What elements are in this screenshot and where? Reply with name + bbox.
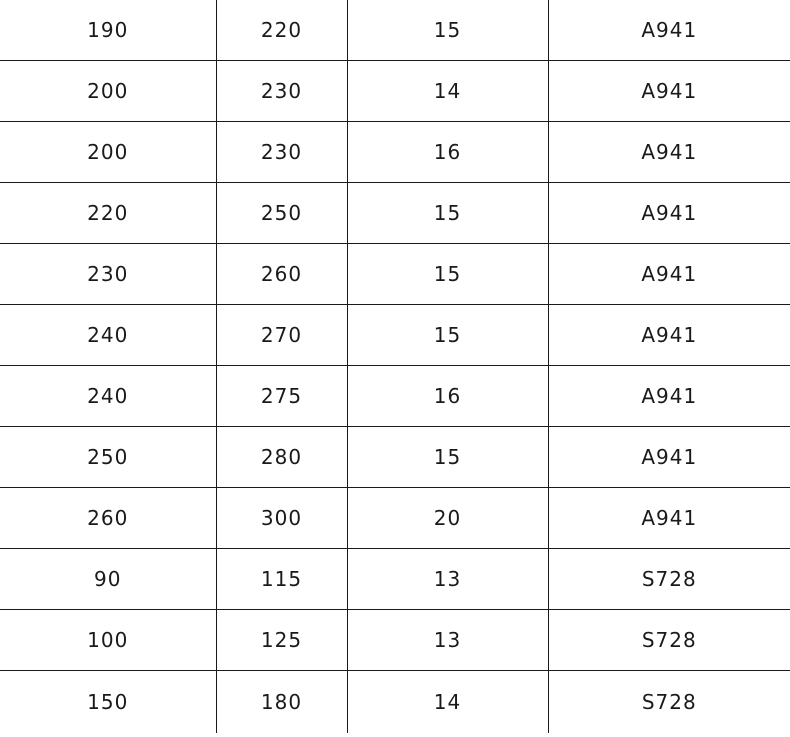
table-row <box>0 671 790 734</box>
table-cell: 200 <box>0 61 216 122</box>
table-row <box>0 244 790 305</box>
table-cell: 13 <box>347 610 548 671</box>
table-row <box>0 61 790 122</box>
table-cell: 190 <box>0 0 216 61</box>
table-cell: 15 <box>347 0 548 61</box>
table-cell: 275 <box>216 366 347 427</box>
table-cell: A941 <box>548 305 790 366</box>
table-cell: 230 <box>0 244 216 305</box>
table-row <box>0 427 790 488</box>
table-cell: 15 <box>347 183 548 244</box>
table-cell: S728 <box>641 690 697 714</box>
table-cell: 125 <box>216 610 347 671</box>
table-row <box>0 305 790 366</box>
table-cell: A941 <box>548 488 790 549</box>
table-cell: 230 <box>216 61 347 122</box>
table-row <box>0 122 790 183</box>
table-row <box>0 183 790 244</box>
table-cell: 150 <box>0 671 216 734</box>
table-cell: A941 <box>548 244 790 305</box>
table-cell: 220 <box>0 183 216 244</box>
table-cell: 16 <box>347 366 548 427</box>
table-cell: A941 <box>548 366 790 427</box>
table-cell: A941 <box>548 183 790 244</box>
table-row <box>0 366 790 427</box>
table-cell: A941 <box>548 122 790 183</box>
table-cell: S728 <box>548 610 790 671</box>
table-cell: 14 <box>347 671 548 734</box>
table-cell: 220 <box>216 0 347 61</box>
table-cell: 300 <box>216 488 347 549</box>
table-cell: S728 <box>548 549 790 610</box>
table-cell: 260 <box>216 244 347 305</box>
table-cell: 15 <box>347 427 548 488</box>
table-cell: 20 <box>347 488 548 549</box>
table-cell: 240 <box>0 305 216 366</box>
table-row <box>0 488 790 549</box>
table-cell: 250 <box>0 427 216 488</box>
table-cell: 90 <box>0 549 216 610</box>
table-cell: 240 <box>0 366 216 427</box>
table-cell: A941 <box>548 61 790 122</box>
table-cell: 260 <box>0 488 216 549</box>
table-cell: A941 <box>548 427 790 488</box>
table-cell: 13 <box>347 549 548 610</box>
table-cell: 230 <box>216 122 347 183</box>
table-cell: A941 <box>548 0 790 61</box>
table-cell: 180 <box>216 671 347 734</box>
table-cell: 280 <box>216 427 347 488</box>
table-cell: 14 <box>347 61 548 122</box>
table-cell: 270 <box>216 305 347 366</box>
table-cell: 200 <box>0 122 216 183</box>
table-cell: 15 <box>347 305 548 366</box>
table-row <box>0 610 790 671</box>
table-cell: 115 <box>216 549 347 610</box>
table-row <box>0 549 790 610</box>
table-cell: 100 <box>0 610 216 671</box>
table-cell: 15 <box>347 244 548 305</box>
table-cell: 250 <box>216 183 347 244</box>
table-row <box>0 0 790 61</box>
table-cell: 16 <box>347 122 548 183</box>
